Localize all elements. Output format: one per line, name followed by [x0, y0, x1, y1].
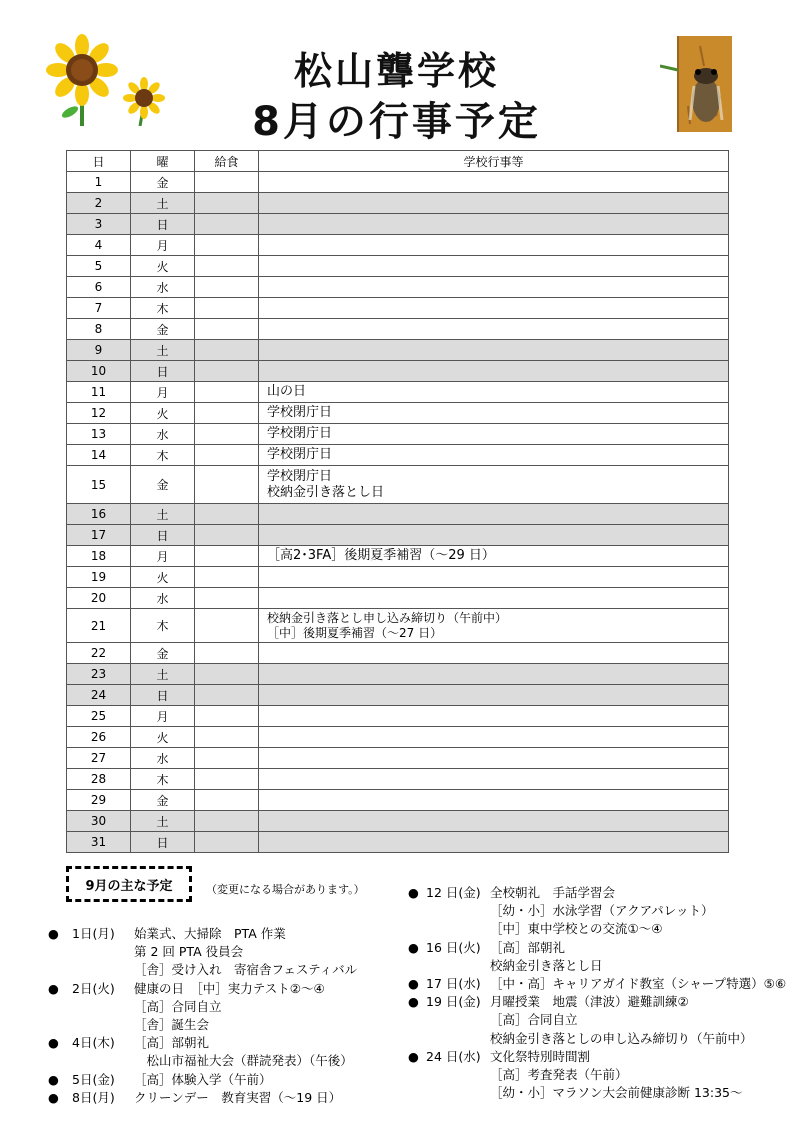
calendar-table: [66, 150, 729, 853]
events-cell: [259, 382, 729, 403]
events-cell: [259, 235, 729, 256]
page-subtitle: 8月の行事予定: [252, 99, 541, 145]
main-event-text: クリーンデー 教育実習（～19 日）: [134, 1089, 342, 1105]
main-event-date: 2日(火): [72, 980, 115, 996]
weekday-cell: 火: [131, 403, 195, 424]
lunch-cell: [195, 609, 259, 643]
weekday-cell: 水: [131, 748, 195, 769]
main-event-text: ［高］体験入学（午前）: [134, 1071, 272, 1087]
main-event-text: 月曜授業 地震（津波）避難訓練②: [490, 994, 689, 1010]
day-cell: 1: [67, 172, 131, 193]
lunch-cell: [195, 403, 259, 424]
events-cell: [259, 214, 729, 235]
weekday-cell: 土: [131, 340, 195, 361]
table-row: [67, 588, 729, 609]
events-cell: [259, 748, 729, 769]
main-event-text: 始業式、大掃除 PTA 作業: [134, 926, 286, 941]
weekday-cell: 木: [131, 298, 195, 319]
events-cell: [259, 277, 729, 298]
lunch-cell: [195, 298, 259, 319]
lunch-cell: [195, 424, 259, 445]
main-event-item: [408, 993, 788, 1011]
cicada-tree-icon: [660, 36, 738, 132]
main-event-text: ［幼・小］水泳学習（アクアパレット）: [490, 903, 714, 919]
day-cell: 16: [67, 504, 131, 525]
main-events-left-column: [48, 925, 388, 1107]
lunch-cell: [195, 193, 259, 214]
day-cell: 9: [67, 340, 131, 361]
table-row: [67, 832, 729, 853]
main-event-date: 8日(月): [72, 1089, 115, 1105]
bullet-icon: ●: [48, 1035, 59, 1051]
events-cell: [259, 340, 729, 361]
calendar-body: [67, 172, 729, 853]
day-cell: 6: [67, 277, 131, 298]
day-cell: 18: [67, 546, 131, 567]
table-row: [67, 769, 729, 790]
weekday-cell: 日: [131, 832, 195, 853]
main-event-text: 第 2 回 PTA 役員会: [134, 944, 244, 960]
day-cell: 21: [67, 609, 131, 643]
day-cell: 25: [67, 706, 131, 727]
events-cell: [259, 525, 729, 546]
main-event-item: [408, 939, 788, 957]
events-cell: [259, 546, 729, 567]
main-event-text: ［高］部朝礼: [490, 939, 566, 955]
events-cell: [259, 319, 729, 340]
main-event-text: ［舎］受け入れ 寄宿舎フェスティバル: [134, 962, 358, 978]
day-cell: 10: [67, 361, 131, 382]
day-cell: 3: [67, 214, 131, 235]
bullet-icon: ●: [48, 1071, 59, 1087]
weekday-cell: 火: [131, 256, 195, 277]
lunch-cell: [195, 504, 259, 525]
event-text: 校納金引き落とし日: [267, 484, 385, 500]
events-cell: [259, 256, 729, 277]
lunch-cell: [195, 588, 259, 609]
weekday-cell: 水: [131, 588, 195, 609]
main-event-text: ［中・高］キャリアガイド教室（シャープ特選）⑤⑥: [490, 976, 787, 992]
event-text: 学校閉庁日: [267, 405, 333, 420]
header-day: 日: [67, 151, 131, 172]
weekday-cell: 月: [131, 706, 195, 727]
lunch-cell: [195, 214, 259, 235]
page-title: 松山聾学校: [293, 49, 499, 93]
main-event-text: ［幼・小］マラソン大会前健康診断 13:35～: [490, 1085, 743, 1101]
day-cell: 22: [67, 643, 131, 664]
main-events-heading: 9月の主な予定: [66, 866, 192, 902]
main-event-date: 4日(木): [72, 1035, 115, 1051]
main-event-text: ［高］合同自立: [134, 998, 222, 1014]
main-event-item: [48, 1034, 388, 1052]
day-cell: 19: [67, 567, 131, 588]
lunch-cell: [195, 277, 259, 298]
lunch-cell: [195, 790, 259, 811]
lunch-cell: [195, 643, 259, 664]
events-cell: [259, 811, 729, 832]
day-cell: 29: [67, 790, 131, 811]
bullet-icon: ●: [48, 926, 59, 941]
lunch-cell: [195, 319, 259, 340]
lunch-cell: [195, 525, 259, 546]
table-row: [67, 609, 729, 643]
events-cell: [259, 664, 729, 685]
day-cell: 27: [67, 748, 131, 769]
events-cell: [259, 567, 729, 588]
main-event-item: [48, 1089, 388, 1107]
main-event-text: ［高］合同自立: [490, 1012, 578, 1028]
main-event-text: 校納金引き落としの申し込み締切り（午前中）: [490, 1030, 753, 1046]
main-event-text: 文化祭特別時間割: [490, 1048, 591, 1064]
weekday-cell: 日: [131, 525, 195, 546]
table-header-row: [67, 151, 729, 172]
day-cell: 14: [67, 445, 131, 466]
table-row: [67, 298, 729, 319]
lunch-cell: [195, 748, 259, 769]
lunch-cell: [195, 567, 259, 588]
lunch-cell: [195, 235, 259, 256]
events-cell: [259, 643, 729, 664]
main-event-text: 校納金引き落とし日: [490, 957, 603, 973]
main-events-right-column: [408, 884, 788, 1102]
main-event-date: 1日(月): [72, 926, 115, 941]
day-cell: 28: [67, 769, 131, 790]
events-cell: [259, 790, 729, 811]
table-row: [67, 504, 729, 525]
weekday-cell: 土: [131, 664, 195, 685]
day-cell: 4: [67, 235, 131, 256]
bullet-icon: ●: [408, 994, 419, 1010]
events-cell: [259, 424, 729, 445]
events-cell: [259, 504, 729, 525]
main-event-item: [48, 1071, 388, 1089]
weekday-cell: 水: [131, 424, 195, 445]
bullet-icon: ●: [48, 980, 59, 996]
main-events-note: （変更になる場合があります。）: [206, 883, 365, 896]
events-cell: [259, 609, 729, 643]
events-cell: [259, 588, 729, 609]
main-event-date: 5日(金): [72, 1071, 115, 1087]
table-row: [67, 727, 729, 748]
events-cell: [259, 832, 729, 853]
event-text: 学校閉庁日: [267, 426, 333, 441]
weekday-cell: 木: [131, 609, 195, 643]
table-row: [67, 748, 729, 769]
table-row: [67, 277, 729, 298]
day-cell: 30: [67, 811, 131, 832]
table-row: [67, 466, 729, 504]
events-cell: [259, 769, 729, 790]
header-events: 学校行事等: [259, 151, 729, 172]
weekday-cell: 金: [131, 172, 195, 193]
lunch-cell: [195, 664, 259, 685]
day-cell: 24: [67, 685, 131, 706]
day-cell: 5: [67, 256, 131, 277]
day-cell: 7: [67, 298, 131, 319]
day-cell: 20: [67, 588, 131, 609]
weekday-cell: 日: [131, 214, 195, 235]
bullet-icon: ●: [408, 1048, 419, 1064]
table-row: [67, 445, 729, 466]
table-row: [67, 424, 729, 445]
table-row: [67, 214, 729, 235]
main-event-text: 松山市福祉大会（群読発表）（午後）: [134, 1053, 353, 1069]
weekday-cell: 金: [131, 790, 195, 811]
weekday-cell: 月: [131, 546, 195, 567]
main-event-text: 健康の日 ［中］実力テスト②～④: [134, 980, 325, 996]
day-cell: 13: [67, 424, 131, 445]
lunch-cell: [195, 706, 259, 727]
main-event-item: [408, 1048, 788, 1066]
weekday-cell: 月: [131, 382, 195, 403]
lunch-cell: [195, 832, 259, 853]
table-row: [67, 382, 729, 403]
weekday-cell: 金: [131, 319, 195, 340]
weekday-cell: 木: [131, 445, 195, 466]
table-row: [67, 790, 729, 811]
bullet-icon: ●: [408, 976, 419, 992]
events-cell: [259, 685, 729, 706]
lunch-cell: [195, 256, 259, 277]
lunch-cell: [195, 769, 259, 790]
lunch-cell: [195, 546, 259, 567]
table-row: [67, 643, 729, 664]
weekday-cell: 日: [131, 685, 195, 706]
main-event-text: ［舎］誕生会: [134, 1017, 210, 1033]
events-cell: [259, 403, 729, 424]
table-row: [67, 361, 729, 382]
event-text: 山の日: [267, 384, 307, 399]
table-row: [67, 706, 729, 727]
events-cell: [259, 706, 729, 727]
events-cell: [259, 172, 729, 193]
table-row: [67, 235, 729, 256]
weekday-cell: 金: [131, 643, 195, 664]
main-event-date: 16 日(火): [426, 939, 481, 955]
day-cell: 31: [67, 832, 131, 853]
main-event-text: ［中］東中学校との交流①～④: [490, 921, 663, 937]
bullet-icon: ●: [48, 1089, 59, 1105]
header-lunch: 給食: [195, 151, 259, 172]
lunch-cell: [195, 811, 259, 832]
event-text: 学校閉庁日: [267, 447, 333, 462]
lunch-cell: [195, 445, 259, 466]
table-row: [67, 811, 729, 832]
event-text: 校納金引き落とし申し込み締切り（午前中）: [267, 610, 508, 625]
day-cell: 26: [67, 727, 131, 748]
events-cell: [259, 466, 729, 504]
lunch-cell: [195, 727, 259, 748]
bullet-icon: ●: [408, 939, 419, 955]
main-event-item: [408, 884, 788, 902]
weekday-cell: 日: [131, 361, 195, 382]
main-event-item: [48, 980, 388, 998]
main-event-item: [408, 975, 788, 993]
lunch-cell: [195, 340, 259, 361]
weekday-cell: 火: [131, 727, 195, 748]
table-row: [67, 172, 729, 193]
main-event-date: 12 日(金): [426, 885, 481, 900]
weekday-cell: 土: [131, 811, 195, 832]
lunch-cell: [195, 172, 259, 193]
day-cell: 8: [67, 319, 131, 340]
table-row: [67, 340, 729, 361]
table-row: [67, 256, 729, 277]
main-event-date: 24 日(水): [426, 1048, 481, 1064]
table-row: [67, 685, 729, 706]
event-text: ［高2･3FA］後期夏季補習（～29 日）: [267, 548, 495, 563]
day-cell: 2: [67, 193, 131, 214]
day-cell: 15: [67, 466, 131, 504]
weekday-cell: 月: [131, 235, 195, 256]
events-cell: [259, 193, 729, 214]
table-row: [67, 546, 729, 567]
table-row: [67, 403, 729, 424]
weekday-cell: 火: [131, 567, 195, 588]
weekday-cell: 木: [131, 769, 195, 790]
day-cell: 11: [67, 382, 131, 403]
events-cell: [259, 445, 729, 466]
day-cell: 23: [67, 664, 131, 685]
lunch-cell: [195, 361, 259, 382]
main-event-text: ［高］考査発表（午前）: [490, 1067, 628, 1083]
bullet-icon: ●: [408, 885, 419, 900]
lunch-cell: [195, 382, 259, 403]
weekday-cell: 土: [131, 193, 195, 214]
table-row: [67, 193, 729, 214]
weekday-cell: 金: [131, 466, 195, 504]
event-text: 学校閉庁日: [267, 468, 333, 484]
main-event-date: 17 日(水): [426, 976, 481, 992]
weekday-cell: 土: [131, 504, 195, 525]
header-weekday: 曜: [131, 151, 195, 172]
table-row: [67, 319, 729, 340]
main-event-item: [48, 925, 388, 943]
table-row: [67, 664, 729, 685]
weekday-cell: 水: [131, 277, 195, 298]
table-row: [67, 567, 729, 588]
lunch-cell: [195, 466, 259, 504]
table-row: [67, 525, 729, 546]
main-event-text: 全校朝礼 手話学習会: [490, 885, 616, 900]
events-cell: [259, 298, 729, 319]
event-text: ［中］後期夏季補習（～27 日）: [267, 625, 443, 640]
day-cell: 12: [67, 403, 131, 424]
lunch-cell: [195, 685, 259, 706]
events-cell: [259, 361, 729, 382]
events-cell: [259, 727, 729, 748]
main-event-date: 19 日(金): [426, 994, 481, 1010]
main-event-text: ［高］部朝礼: [134, 1035, 210, 1051]
day-cell: 17: [67, 525, 131, 546]
